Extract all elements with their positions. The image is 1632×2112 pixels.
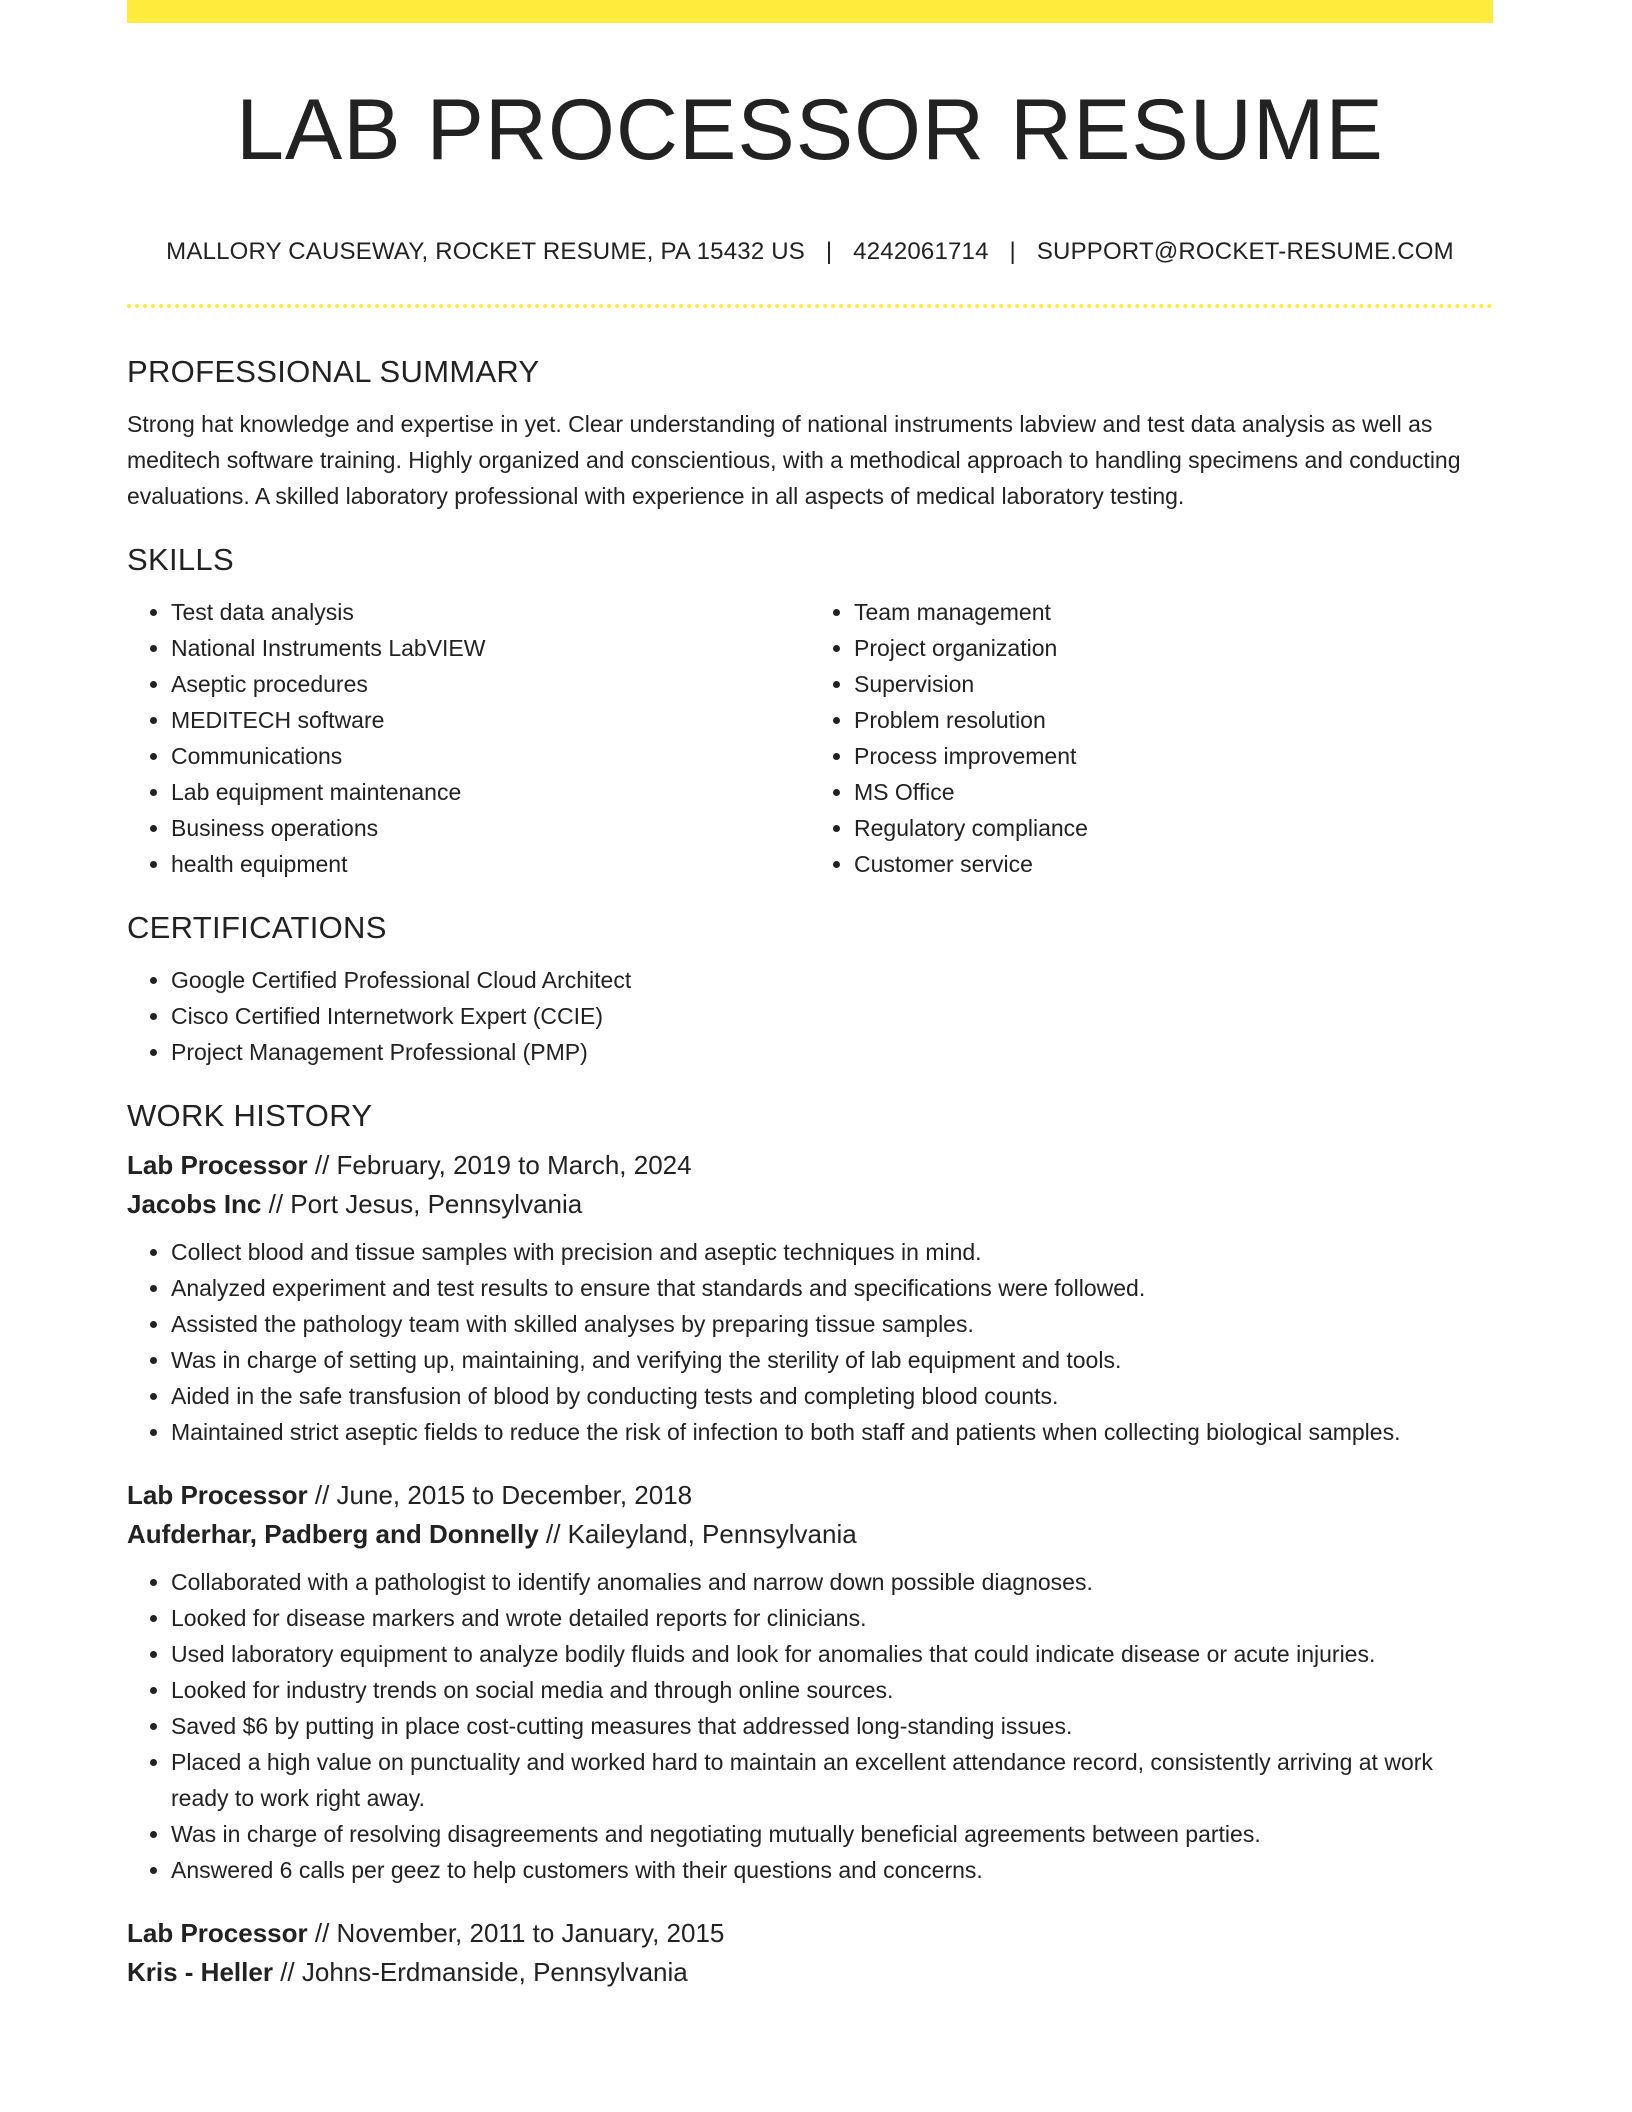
- skill-item: • Business operations: [171, 810, 810, 846]
- job-bullets: [127, 1564, 1493, 1888]
- job-title: Lab Processor: [127, 1480, 308, 1510]
- skill-item: • Problem resolution: [854, 702, 1493, 738]
- job-dates: // November, 2011 to January, 2015: [314, 1918, 725, 1948]
- job-dates: // February, 2019 to March, 2024: [314, 1150, 692, 1180]
- skill-item: • Regulatory compliance: [854, 810, 1493, 846]
- job-location: // Kaileyland, Pennsylvania: [545, 1519, 857, 1549]
- skill-item: • Lab equipment maintenance: [171, 774, 810, 810]
- skill-item: • Customer service: [854, 846, 1493, 882]
- job-title-line: [127, 1476, 1493, 1515]
- work-history-section: [127, 1094, 1493, 1992]
- work-history-heading: WORK HISTORY: [127, 1098, 373, 1133]
- job-company: Aufderhar, Padberg and Donnelly: [127, 1519, 539, 1549]
- job-company-line: [127, 1185, 1493, 1224]
- summary-section: [127, 350, 1493, 514]
- certifications-list: [127, 962, 1493, 1070]
- job-company: Jacobs Inc: [127, 1189, 262, 1219]
- contact-address: MALLORY CAUSEWAY, ROCKET RESUME, PA 15432 US: [166, 238, 805, 265]
- job-bullet: • Used laboratory equipment to analyze bodily fluids and look for anomalies that could indicate disease or acute injuries.: [171, 1636, 1493, 1672]
- skills-left-list: [127, 594, 810, 882]
- job-location: // Johns-Erdmanside, Pennsylvania: [280, 1957, 688, 1987]
- certification-item: • Google Certified Professional Cloud Architect: [171, 962, 1493, 998]
- skill-item: • Project organization: [854, 630, 1493, 666]
- job-title: Lab Processor: [127, 1918, 308, 1948]
- skill-item: • health equipment: [171, 846, 810, 882]
- certifications-heading: CERTIFICATIONS: [127, 910, 387, 945]
- job-title: Lab Processor: [127, 1150, 308, 1180]
- job-company-line: [127, 1515, 1493, 1554]
- skill-item: • Aseptic procedures: [171, 666, 810, 702]
- skills-section: [127, 538, 1493, 882]
- page-title: LAB PROCESSOR RESUME: [236, 82, 1384, 178]
- job-title-line: [127, 1146, 1493, 1185]
- job-bullet: • Placed a high value on punctuality and worked hard to maintain an excellent attendance record, consistently arriving at work ready to work right away.: [171, 1744, 1493, 1816]
- certification-item: • Project Management Professional (PMP): [171, 1034, 1493, 1070]
- contact-line: [127, 236, 1493, 268]
- job-bullet: • Analyzed experiment and test results to ensure that standards and specifications were followed.: [171, 1270, 1493, 1306]
- skill-item: • Test data analysis: [171, 594, 810, 630]
- summary-heading: PROFESSIONAL SUMMARY: [127, 354, 540, 389]
- certifications-section: [127, 906, 1493, 1070]
- job-bullet: • Collect blood and tissue samples with precision and aseptic techniques in mind.: [171, 1234, 1493, 1270]
- job-title-line: [127, 1914, 1493, 1953]
- job-bullet: • Was in charge of resolving disagreements and negotiating mutually beneficial agreements between parties.: [171, 1816, 1493, 1852]
- skill-item: • Supervision: [854, 666, 1493, 702]
- skill-item: • MEDITECH software: [171, 702, 810, 738]
- skill-item: • Communications: [171, 738, 810, 774]
- dotted-divider: [127, 304, 1493, 308]
- skill-item: • Process improvement: [854, 738, 1493, 774]
- job-entry: [127, 1476, 1493, 1888]
- job-bullets: [127, 1234, 1493, 1450]
- job-company: Kris - Heller: [127, 1957, 273, 1987]
- job-bullet: • Collaborated with a pathologist to identify anomalies and narrow down possible diagnoses.: [171, 1564, 1493, 1600]
- skill-item: • National Instruments LabVIEW: [171, 630, 810, 666]
- job-location: // Port Jesus, Pennsylvania: [268, 1189, 583, 1219]
- contact-phone: 4242061714: [853, 238, 989, 265]
- job-company-line: [127, 1953, 1493, 1992]
- job-bullet: • Answered 6 calls per geez to help customers with their questions and concerns.: [171, 1852, 1493, 1888]
- resume-content: [127, 350, 1493, 1992]
- contact-separator: |: [825, 238, 833, 265]
- job-bullet: • Looked for disease markers and wrote detailed reports for clinicians.: [171, 1600, 1493, 1636]
- job-entry: [127, 1914, 1493, 1992]
- job-bullet: • Aided in the safe transfusion of blood by conducting tests and completing blood counts.: [171, 1378, 1493, 1414]
- skills-columns: [127, 594, 1493, 882]
- job-bullet: • Saved $6 by putting in place cost-cutting measures that addressed long-standing issues.: [171, 1708, 1493, 1744]
- contact-separator: |: [1009, 238, 1016, 265]
- skill-item: • Team management: [854, 594, 1493, 630]
- job-entry: [127, 1146, 1493, 1450]
- contact-email: SUPPORT@ROCKET-RESUME.COM: [1036, 238, 1454, 265]
- skills-heading: SKILLS: [127, 542, 234, 577]
- job-bullet: • Maintained strict aseptic fields to reduce the risk of infection to both staff and patients when collecting biological samples.: [171, 1414, 1493, 1450]
- job-dates: // June, 2015 to December, 2018: [314, 1480, 693, 1510]
- job-bullet: • Looked for industry trends on social media and through online sources.: [171, 1672, 1493, 1708]
- certification-item: • Cisco Certified Internetwork Expert (CCIE): [171, 998, 1493, 1034]
- job-bullet: • Assisted the pathology team with skilled analyses by preparing tissue samples.: [171, 1306, 1493, 1342]
- skills-right-list: [810, 594, 1493, 882]
- skill-item: • MS Office: [854, 774, 1493, 810]
- top-accent-bar: [127, 0, 1493, 23]
- job-bullet: • Was in charge of setting up, maintaining, and verifying the sterility of lab equipment and tools.: [171, 1342, 1493, 1378]
- summary-text: Strong hat knowledge and expertise in yet. Clear understanding of national instruments labview and test data analysis as well as meditech software training. Highly organized and conscientious, with a methodical approach to handling specimens and conducting evaluations. A skilled laboratory professional with experience in all aspects of medical laboratory testing.: [127, 411, 1461, 509]
